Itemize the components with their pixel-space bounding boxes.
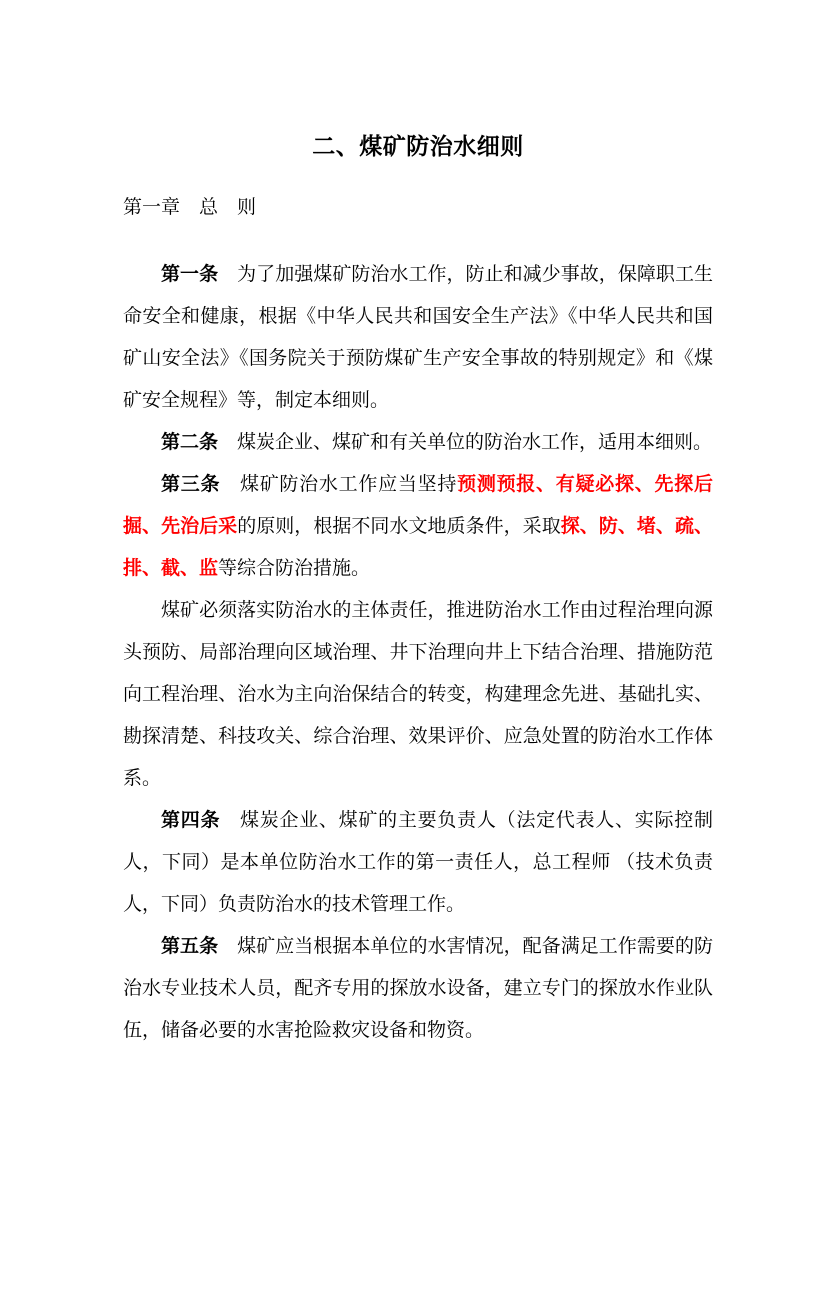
document-body [123, 254, 713, 1052]
paragraph-article-5 [123, 926, 713, 1052]
article-3-number: 第三条 [161, 474, 221, 495]
article-3-text-tail: 等综合防治措施。 [218, 558, 371, 579]
article-5-number: 第五条 [161, 936, 219, 957]
paragraph-article-2 [123, 422, 713, 464]
article-2-number: 第二条 [161, 432, 219, 453]
paragraph-article-3-continuation [123, 590, 713, 800]
article-4-text: 煤炭企业、煤矿的主要负责人（法定代表人、实际控制人，下同）是本单位防治水工作的第一责任人，总工程师 （技术负责人，下同）负责防治水的技术管理工作。 [123, 810, 713, 915]
article-1-text: 为了加强煤矿防治水工作，防止和减少事故，保障职工生命安全和健康，根据《中华人民共和国安全生产法》《中华人民共和国矿山安全法》《国务院关于预防煤矿生产安全事故的特别规定》和《煤矿安全规程》等，制定本细则。 [123, 264, 713, 411]
article-3-text-lead: 煤矿防治水工作应当坚持 [220, 474, 458, 495]
document-page [0, 130, 830, 1305]
article-3-text-middle: 的原则，根据不同水文地质条件，采取 [237, 516, 561, 537]
page-title: 二、煤矿防治水细则 [312, 134, 524, 159]
article-2-text: 煤炭企业、煤矿和有关单位的防治水工作，适用本细则。 [218, 432, 713, 453]
emphasis-red-principles: 预测预报、有疑必探、先探后掘、先治后采 [123, 474, 713, 537]
article-4-number: 第四条 [161, 810, 221, 831]
article-1-number: 第一条 [161, 264, 219, 285]
article-3-continuation-text: 煤矿必须落实防治水的主体责任，推进防治水工作由过程治理向源头预防、局部治理向区域治理、井下治理向井上下结合治理、措施防范向工程治理、治水为主向治保结合的转变，构建理念先进、基础扎实、勘探清楚、科技攻关、综合治理、效果评价、应急处置的防治水工作体系。 [123, 600, 713, 789]
article-5-text: 煤矿应当根据本单位的水害情况，配备满足工作需要的防治水专业技术人员，配齐专用的探放水设备，建立专门的探放水作业队伍，储备必要的水害抢险救灾设备和物资。 [123, 936, 713, 1041]
paragraph-article-1 [123, 254, 713, 422]
chapter-heading: 第一章 总 则 [123, 197, 257, 218]
paragraph-article-4 [123, 800, 713, 926]
paragraph-article-3 [123, 464, 713, 590]
emphasis-red-measures: 探、防、堵、疏、排、截、监 [123, 516, 713, 579]
